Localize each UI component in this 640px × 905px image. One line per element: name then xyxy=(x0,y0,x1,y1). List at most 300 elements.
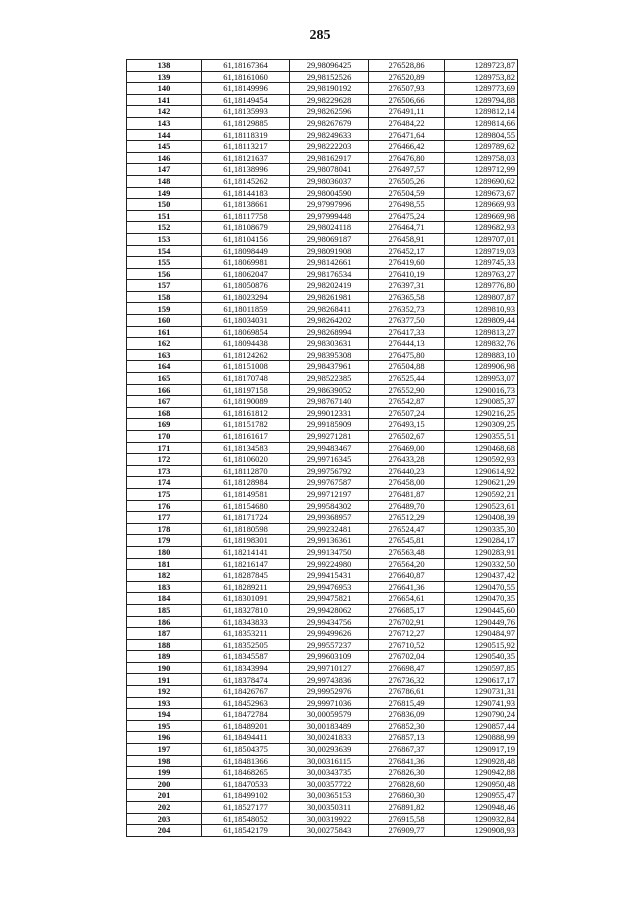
longitude-cell: 29,98268994 xyxy=(290,326,369,338)
x-coordinate-cell: 276828,60 xyxy=(369,778,445,790)
latitude-cell: 61,18343833 xyxy=(202,616,290,628)
y-coordinate-cell: 1290216,25 xyxy=(445,407,518,419)
latitude-cell: 61,18106020 xyxy=(202,454,290,466)
table-row xyxy=(127,581,518,593)
longitude-cell: 29,98395308 xyxy=(290,349,369,361)
latitude-cell: 61,18034031 xyxy=(202,315,290,327)
point-number-cell: 188 xyxy=(127,639,202,651)
x-coordinate-cell: 276915,58 xyxy=(369,813,445,825)
latitude-cell: 61,18548052 xyxy=(202,813,290,825)
y-coordinate-cell: 1290955,47 xyxy=(445,790,518,802)
table-row xyxy=(127,60,518,72)
longitude-cell: 29,99499626 xyxy=(290,628,369,640)
y-coordinate-cell: 1290016,73 xyxy=(445,384,518,396)
longitude-cell: 29,98267679 xyxy=(290,117,369,129)
longitude-cell: 29,98202419 xyxy=(290,280,369,292)
y-coordinate-cell: 1290309,25 xyxy=(445,419,518,431)
point-number-cell: 196 xyxy=(127,732,202,744)
table-row xyxy=(127,106,518,118)
latitude-cell: 61,18494411 xyxy=(202,732,290,744)
longitude-cell: 29,99557237 xyxy=(290,639,369,651)
longitude-cell: 29,99584302 xyxy=(290,500,369,512)
point-number-cell: 187 xyxy=(127,628,202,640)
latitude-cell: 61,18214141 xyxy=(202,546,290,558)
table-row xyxy=(127,488,518,500)
y-coordinate-cell: 1290515,92 xyxy=(445,639,518,651)
x-coordinate-cell: 276654,61 xyxy=(369,593,445,605)
longitude-cell: 30,00059579 xyxy=(290,709,369,721)
table-row xyxy=(127,628,518,640)
longitude-cell: 29,99012331 xyxy=(290,407,369,419)
table-row xyxy=(127,674,518,686)
x-coordinate-cell: 276867,37 xyxy=(369,744,445,756)
longitude-cell: 29,99483467 xyxy=(290,442,369,454)
latitude-cell: 61,18327810 xyxy=(202,604,290,616)
table-row xyxy=(127,384,518,396)
latitude-cell: 61,18468265 xyxy=(202,767,290,779)
x-coordinate-cell: 276736,32 xyxy=(369,674,445,686)
table-row xyxy=(127,326,518,338)
latitude-cell: 61,18118319 xyxy=(202,129,290,141)
y-coordinate-cell: 1289669,93 xyxy=(445,199,518,211)
y-coordinate-cell: 1290621,29 xyxy=(445,477,518,489)
y-coordinate-cell: 1289906,98 xyxy=(445,361,518,373)
latitude-cell: 61,18117758 xyxy=(202,210,290,222)
y-coordinate-cell: 1289789,62 xyxy=(445,141,518,153)
point-number-cell: 192 xyxy=(127,686,202,698)
table-row xyxy=(127,523,518,535)
point-number-cell: 144 xyxy=(127,129,202,141)
y-coordinate-cell: 1290470,55 xyxy=(445,581,518,593)
y-coordinate-cell: 1290085,37 xyxy=(445,396,518,408)
table-row xyxy=(127,291,518,303)
point-number-cell: 176 xyxy=(127,500,202,512)
longitude-cell: 29,99134750 xyxy=(290,546,369,558)
table-row xyxy=(127,199,518,211)
table-row xyxy=(127,790,518,802)
point-number-cell: 178 xyxy=(127,523,202,535)
latitude-cell: 61,18151008 xyxy=(202,361,290,373)
x-coordinate-cell: 276552,90 xyxy=(369,384,445,396)
table-row xyxy=(127,477,518,489)
latitude-cell: 61,18069981 xyxy=(202,257,290,269)
point-number-cell: 159 xyxy=(127,303,202,315)
longitude-cell: 29,98639052 xyxy=(290,384,369,396)
longitude-cell: 29,97999448 xyxy=(290,210,369,222)
x-coordinate-cell: 276702,04 xyxy=(369,651,445,663)
y-coordinate-cell: 1290888,99 xyxy=(445,732,518,744)
table-row xyxy=(127,755,518,767)
longitude-cell: 29,98264202 xyxy=(290,315,369,327)
point-number-cell: 158 xyxy=(127,291,202,303)
longitude-cell: 29,99767587 xyxy=(290,477,369,489)
x-coordinate-cell: 276852,30 xyxy=(369,720,445,732)
x-coordinate-cell: 276563,48 xyxy=(369,546,445,558)
table-row xyxy=(127,535,518,547)
point-number-cell: 200 xyxy=(127,778,202,790)
y-coordinate-cell: 1290523,61 xyxy=(445,500,518,512)
x-coordinate-cell: 276493,15 xyxy=(369,419,445,431)
point-number-cell: 161 xyxy=(127,326,202,338)
x-coordinate-cell: 276458,00 xyxy=(369,477,445,489)
point-number-cell: 179 xyxy=(127,535,202,547)
longitude-cell: 29,99434756 xyxy=(290,616,369,628)
point-number-cell: 168 xyxy=(127,407,202,419)
y-coordinate-cell: 1289813,27 xyxy=(445,326,518,338)
y-coordinate-cell: 1290917,19 xyxy=(445,744,518,756)
longitude-cell: 29,99710127 xyxy=(290,662,369,674)
y-coordinate-cell: 1290540,35 xyxy=(445,651,518,663)
y-coordinate-cell: 1290332,50 xyxy=(445,558,518,570)
table-row xyxy=(127,349,518,361)
y-coordinate-cell: 1290437,42 xyxy=(445,570,518,582)
point-number-cell: 198 xyxy=(127,755,202,767)
latitude-cell: 61,18426767 xyxy=(202,686,290,698)
point-number-cell: 180 xyxy=(127,546,202,558)
x-coordinate-cell: 276710,52 xyxy=(369,639,445,651)
longitude-cell: 29,98176534 xyxy=(290,268,369,280)
point-number-cell: 155 xyxy=(127,257,202,269)
latitude-cell: 61,18289211 xyxy=(202,581,290,593)
table-row xyxy=(127,83,518,95)
y-coordinate-cell: 1290592,21 xyxy=(445,488,518,500)
y-coordinate-cell: 1290284,17 xyxy=(445,535,518,547)
point-number-cell: 148 xyxy=(127,175,202,187)
coordinates-table xyxy=(126,59,518,837)
latitude-cell: 61,18069854 xyxy=(202,326,290,338)
point-number-cell: 191 xyxy=(127,674,202,686)
y-coordinate-cell: 1289809,44 xyxy=(445,315,518,327)
point-number-cell: 183 xyxy=(127,581,202,593)
latitude-cell: 61,18167364 xyxy=(202,60,290,72)
table-row xyxy=(127,129,518,141)
table-row xyxy=(127,778,518,790)
latitude-cell: 61,18161812 xyxy=(202,407,290,419)
x-coordinate-cell: 276471,64 xyxy=(369,129,445,141)
table-row xyxy=(127,141,518,153)
latitude-cell: 61,18138996 xyxy=(202,164,290,176)
longitude-cell: 29,98261981 xyxy=(290,291,369,303)
y-coordinate-cell: 1290731,31 xyxy=(445,686,518,698)
x-coordinate-cell: 276417,33 xyxy=(369,326,445,338)
latitude-cell: 61,18138661 xyxy=(202,199,290,211)
point-number-cell: 190 xyxy=(127,662,202,674)
point-number-cell: 154 xyxy=(127,245,202,257)
latitude-cell: 61,18452963 xyxy=(202,697,290,709)
point-number-cell: 153 xyxy=(127,233,202,245)
x-coordinate-cell: 276502,67 xyxy=(369,431,445,443)
latitude-cell: 61,18170748 xyxy=(202,373,290,385)
y-coordinate-cell: 1290484,97 xyxy=(445,628,518,640)
longitude-cell: 29,99952976 xyxy=(290,686,369,698)
x-coordinate-cell: 276507,93 xyxy=(369,83,445,95)
point-number-cell: 142 xyxy=(127,106,202,118)
latitude-cell: 61,18190089 xyxy=(202,396,290,408)
latitude-cell: 61,18112870 xyxy=(202,465,290,477)
y-coordinate-cell: 1290942,88 xyxy=(445,767,518,779)
x-coordinate-cell: 276397,31 xyxy=(369,280,445,292)
latitude-cell: 61,18301091 xyxy=(202,593,290,605)
point-number-cell: 202 xyxy=(127,802,202,814)
point-number-cell: 143 xyxy=(127,117,202,129)
table-row xyxy=(127,500,518,512)
longitude-cell: 30,00316115 xyxy=(290,755,369,767)
table-row xyxy=(127,152,518,164)
page-number: 285 xyxy=(309,28,331,43)
point-number-cell: 149 xyxy=(127,187,202,199)
table-row xyxy=(127,373,518,385)
point-number-cell: 189 xyxy=(127,651,202,663)
longitude-cell: 29,98004590 xyxy=(290,187,369,199)
longitude-cell: 29,99743836 xyxy=(290,674,369,686)
table-row xyxy=(127,175,518,187)
latitude-cell: 61,18345587 xyxy=(202,651,290,663)
x-coordinate-cell: 276476,80 xyxy=(369,152,445,164)
longitude-cell: 30,00183489 xyxy=(290,720,369,732)
latitude-cell: 61,18216147 xyxy=(202,558,290,570)
y-coordinate-cell: 1290857,44 xyxy=(445,720,518,732)
y-coordinate-cell: 1289810,93 xyxy=(445,303,518,315)
x-coordinate-cell: 276491,11 xyxy=(369,106,445,118)
point-number-cell: 160 xyxy=(127,315,202,327)
table-row xyxy=(127,210,518,222)
table-row xyxy=(127,570,518,582)
longitude-cell: 29,99368957 xyxy=(290,512,369,524)
x-coordinate-cell: 276564,20 xyxy=(369,558,445,570)
longitude-cell: 29,98767140 xyxy=(290,396,369,408)
x-coordinate-cell: 276469,00 xyxy=(369,442,445,454)
x-coordinate-cell: 276419,60 xyxy=(369,257,445,269)
point-number-cell: 166 xyxy=(127,384,202,396)
point-number-cell: 147 xyxy=(127,164,202,176)
longitude-cell: 29,97997996 xyxy=(290,199,369,211)
longitude-cell: 30,00293639 xyxy=(290,744,369,756)
y-coordinate-cell: 1290741,93 xyxy=(445,697,518,709)
point-number-cell: 177 xyxy=(127,512,202,524)
table-row xyxy=(127,767,518,779)
latitude-cell: 61,18135993 xyxy=(202,106,290,118)
point-number-cell: 203 xyxy=(127,813,202,825)
point-number-cell: 151 xyxy=(127,210,202,222)
x-coordinate-cell: 276860,30 xyxy=(369,790,445,802)
table-row xyxy=(127,338,518,350)
table-row xyxy=(127,71,518,83)
longitude-cell: 29,99271281 xyxy=(290,431,369,443)
point-number-cell: 201 xyxy=(127,790,202,802)
table-row xyxy=(127,222,518,234)
y-coordinate-cell: 1289776,80 xyxy=(445,280,518,292)
y-coordinate-cell: 1289814,66 xyxy=(445,117,518,129)
longitude-cell: 29,98069187 xyxy=(290,233,369,245)
longitude-cell: 29,99185909 xyxy=(290,419,369,431)
longitude-cell: 29,98078041 xyxy=(290,164,369,176)
y-coordinate-cell: 1290617,17 xyxy=(445,674,518,686)
longitude-cell: 29,98303631 xyxy=(290,338,369,350)
longitude-cell: 29,98222203 xyxy=(290,141,369,153)
x-coordinate-cell: 276410,19 xyxy=(369,268,445,280)
point-number-cell: 174 xyxy=(127,477,202,489)
latitude-cell: 61,18149454 xyxy=(202,94,290,106)
latitude-cell: 61,18161060 xyxy=(202,71,290,83)
longitude-cell: 29,98229628 xyxy=(290,94,369,106)
x-coordinate-cell: 276525,44 xyxy=(369,373,445,385)
y-coordinate-cell: 1290449,76 xyxy=(445,616,518,628)
y-coordinate-cell: 1289758,03 xyxy=(445,152,518,164)
y-coordinate-cell: 1290928,48 xyxy=(445,755,518,767)
longitude-cell: 29,99232481 xyxy=(290,523,369,535)
y-coordinate-cell: 1290355,51 xyxy=(445,431,518,443)
longitude-cell: 29,99712197 xyxy=(290,488,369,500)
latitude-cell: 61,18287845 xyxy=(202,570,290,582)
y-coordinate-cell: 1290283,91 xyxy=(445,546,518,558)
table-row xyxy=(127,442,518,454)
longitude-cell: 29,98036037 xyxy=(290,175,369,187)
x-coordinate-cell: 276528,86 xyxy=(369,60,445,72)
y-coordinate-cell: 1289669,98 xyxy=(445,210,518,222)
x-coordinate-cell: 276640,87 xyxy=(369,570,445,582)
point-number-cell: 181 xyxy=(127,558,202,570)
x-coordinate-cell: 276542,87 xyxy=(369,396,445,408)
longitude-cell: 29,99603109 xyxy=(290,651,369,663)
longitude-cell: 29,98249633 xyxy=(290,129,369,141)
y-coordinate-cell: 1289807,87 xyxy=(445,291,518,303)
longitude-cell: 29,98024118 xyxy=(290,222,369,234)
x-coordinate-cell: 276489,70 xyxy=(369,500,445,512)
y-coordinate-cell: 1290950,48 xyxy=(445,778,518,790)
x-coordinate-cell: 276786,61 xyxy=(369,686,445,698)
table-row xyxy=(127,233,518,245)
table-row xyxy=(127,744,518,756)
x-coordinate-cell: 276698,47 xyxy=(369,662,445,674)
latitude-cell: 61,18023294 xyxy=(202,291,290,303)
x-coordinate-cell: 276524,47 xyxy=(369,523,445,535)
x-coordinate-cell: 276826,30 xyxy=(369,767,445,779)
point-number-cell: 172 xyxy=(127,454,202,466)
latitude-cell: 61,18011859 xyxy=(202,303,290,315)
point-number-cell: 165 xyxy=(127,373,202,385)
table-row xyxy=(127,187,518,199)
point-number-cell: 171 xyxy=(127,442,202,454)
x-coordinate-cell: 276512,29 xyxy=(369,512,445,524)
point-number-cell: 138 xyxy=(127,60,202,72)
x-coordinate-cell: 276545,81 xyxy=(369,535,445,547)
latitude-cell: 61,18134583 xyxy=(202,442,290,454)
y-coordinate-cell: 1289804,55 xyxy=(445,129,518,141)
point-number-cell: 182 xyxy=(127,570,202,582)
table-row xyxy=(127,686,518,698)
x-coordinate-cell: 276841,36 xyxy=(369,755,445,767)
table-row xyxy=(127,257,518,269)
latitude-cell: 61,18470533 xyxy=(202,778,290,790)
x-coordinate-cell: 276685,17 xyxy=(369,604,445,616)
longitude-cell: 29,98096425 xyxy=(290,60,369,72)
latitude-cell: 61,18149996 xyxy=(202,83,290,95)
x-coordinate-cell: 276377,50 xyxy=(369,315,445,327)
table-row xyxy=(127,558,518,570)
x-coordinate-cell: 276815,49 xyxy=(369,697,445,709)
x-coordinate-cell: 276702,91 xyxy=(369,616,445,628)
table-row xyxy=(127,651,518,663)
latitude-cell: 61,18154680 xyxy=(202,500,290,512)
latitude-cell: 61,18198301 xyxy=(202,535,290,547)
longitude-cell: 29,98437961 xyxy=(290,361,369,373)
longitude-cell: 29,98091908 xyxy=(290,245,369,257)
x-coordinate-cell: 276444,13 xyxy=(369,338,445,350)
latitude-cell: 61,18129885 xyxy=(202,117,290,129)
point-number-cell: 157 xyxy=(127,280,202,292)
latitude-cell: 61,18378474 xyxy=(202,674,290,686)
longitude-cell: 29,98152526 xyxy=(290,71,369,83)
point-number-cell: 186 xyxy=(127,616,202,628)
point-number-cell: 169 xyxy=(127,419,202,431)
longitude-cell: 29,98522385 xyxy=(290,373,369,385)
y-coordinate-cell: 1289753,82 xyxy=(445,71,518,83)
y-coordinate-cell: 1289812,14 xyxy=(445,106,518,118)
y-coordinate-cell: 1289719,03 xyxy=(445,245,518,257)
x-coordinate-cell: 276909,77 xyxy=(369,825,445,837)
point-number-cell: 184 xyxy=(127,593,202,605)
y-coordinate-cell: 1289794,88 xyxy=(445,94,518,106)
latitude-cell: 61,18113217 xyxy=(202,141,290,153)
latitude-cell: 61,18499102 xyxy=(202,790,290,802)
latitude-cell: 61,18343994 xyxy=(202,662,290,674)
y-coordinate-cell: 1290408,39 xyxy=(445,512,518,524)
latitude-cell: 61,18108679 xyxy=(202,222,290,234)
y-coordinate-cell: 1289745,33 xyxy=(445,257,518,269)
point-number-cell: 150 xyxy=(127,199,202,211)
coordinates-table-body xyxy=(127,60,518,837)
longitude-cell: 29,99475821 xyxy=(290,593,369,605)
latitude-cell: 61,18504375 xyxy=(202,744,290,756)
table-row xyxy=(127,454,518,466)
table-row xyxy=(127,465,518,477)
longitude-cell: 29,98142661 xyxy=(290,257,369,269)
table-row xyxy=(127,245,518,257)
table-row xyxy=(127,396,518,408)
y-coordinate-cell: 1290468,68 xyxy=(445,442,518,454)
latitude-cell: 61,18197158 xyxy=(202,384,290,396)
point-number-cell: 163 xyxy=(127,349,202,361)
table-row xyxy=(127,825,518,837)
table-row xyxy=(127,802,518,814)
longitude-cell: 29,99971036 xyxy=(290,697,369,709)
longitude-cell: 29,99756792 xyxy=(290,465,369,477)
x-coordinate-cell: 276498,55 xyxy=(369,199,445,211)
latitude-cell: 61,18094438 xyxy=(202,338,290,350)
point-number-cell: 146 xyxy=(127,152,202,164)
longitude-cell: 29,99716345 xyxy=(290,454,369,466)
point-number-cell: 197 xyxy=(127,744,202,756)
table-row xyxy=(127,419,518,431)
point-number-cell: 139 xyxy=(127,71,202,83)
x-coordinate-cell: 276857,13 xyxy=(369,732,445,744)
point-number-cell: 175 xyxy=(127,488,202,500)
y-coordinate-cell: 1290335,30 xyxy=(445,523,518,535)
x-coordinate-cell: 276641,36 xyxy=(369,581,445,593)
x-coordinate-cell: 276464,71 xyxy=(369,222,445,234)
table-row xyxy=(127,361,518,373)
point-number-cell: 195 xyxy=(127,720,202,732)
table-row xyxy=(127,709,518,721)
longitude-cell: 30,00343735 xyxy=(290,767,369,779)
latitude-cell: 61,18098449 xyxy=(202,245,290,257)
x-coordinate-cell: 276504,59 xyxy=(369,187,445,199)
longitude-cell: 29,98190192 xyxy=(290,83,369,95)
longitude-cell: 30,00241833 xyxy=(290,732,369,744)
longitude-cell: 30,00350311 xyxy=(290,802,369,814)
latitude-cell: 61,18542179 xyxy=(202,825,290,837)
x-coordinate-cell: 276497,57 xyxy=(369,164,445,176)
